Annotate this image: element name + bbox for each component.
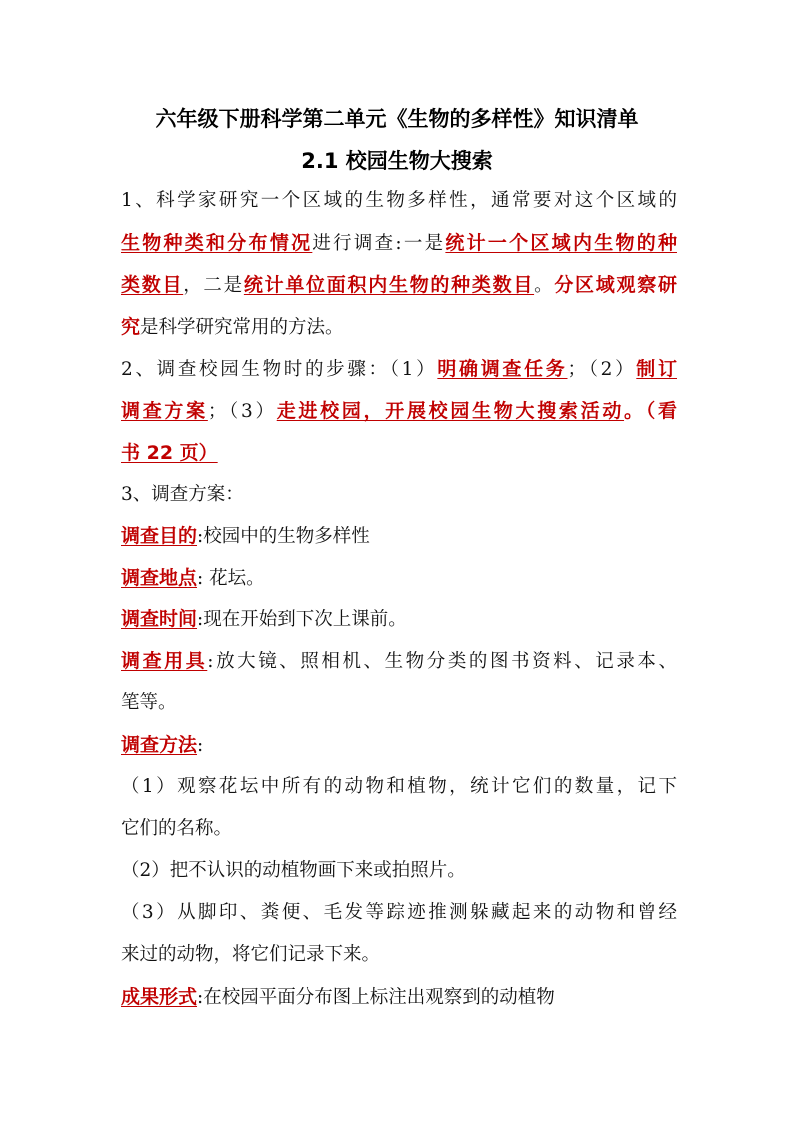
section-title: 2.1 校园生物大搜索 — [301, 149, 493, 173]
plan-result — [121, 984, 555, 1011]
p2-line-2 — [121, 398, 677, 425]
text-run: : 花坛。 — [197, 568, 265, 589]
plan-label: 调查方法 — [121, 734, 198, 756]
plan-place — [121, 565, 265, 592]
plan-tools — [121, 648, 677, 675]
plan-label: 成果形式 — [121, 986, 198, 1008]
text-run: 是科学研究常用的方法。 — [140, 317, 344, 338]
plan-label: 调查用具 — [121, 650, 208, 672]
key-phrase: 统计单位面积内生物的种类数目 — [243, 274, 535, 296]
document-title: 六年级下册科学第二单元《生物的多样性》知识清单 — [155, 107, 639, 131]
text-run: :在校园平面分布图上标注出观察到的动植物 — [197, 987, 555, 1008]
key-phrase: 究 — [121, 316, 141, 338]
method-3: （3）从脚印、粪便、毛发等踪迹推测躲藏起来的动物和曾经 — [121, 902, 677, 923]
key-phrase: 明确调查任务 — [437, 358, 568, 380]
key-phrase: 走进校园，开展校园生物大搜索活动 — [276, 400, 625, 422]
p3-heading: 3、调查方案： — [121, 484, 244, 505]
text-run: 2、调查校园生物时的步骤：（1） — [121, 359, 438, 380]
plan-tools-cont: 笔等。 — [121, 692, 177, 713]
key-phrase: 制订 — [636, 358, 677, 380]
text-run: ；（2） — [567, 359, 637, 380]
key-phrase: 生物种类和分布情况 — [121, 232, 313, 254]
plan-method — [121, 732, 203, 759]
method-1-cont: 它们的名称。 — [121, 818, 233, 839]
p1-line-2 — [121, 230, 677, 257]
key-phrase: 分区域观察研 — [554, 274, 677, 296]
key-phrase: 调查方案 — [121, 400, 208, 422]
plan-label: 调查时间 — [121, 608, 198, 630]
text-run: :校园中的生物多样性 — [197, 526, 370, 547]
key-phrase: 。（看 — [624, 400, 677, 422]
key-phrase: 统计一个区域内生物的种 — [445, 232, 677, 254]
plan-label: 调查地点 — [121, 567, 198, 589]
method-2: （2）把不认识的动植物画下来或拍照片。 — [121, 860, 466, 881]
text-run: 进行调查:一是 — [312, 233, 446, 254]
p1-line-1: 1、科学家研究一个区域的生物多样性，通常要对这个区域的 — [121, 190, 677, 211]
method-1: （1）观察花坛中所有的动物和植物，统计它们的数量，记下 — [121, 776, 677, 797]
key-phrase: 书 22 页） — [121, 442, 218, 464]
plan-time — [121, 606, 407, 633]
p2-line-3 — [121, 440, 218, 467]
p1-line-4 — [121, 314, 344, 341]
text-run: ，二是 — [183, 275, 244, 296]
text-run: :现在开始到下次上课前。 — [197, 609, 407, 630]
p1-line-3 — [121, 272, 677, 299]
method-3-cont: 来过的动物，将它们记录下来。 — [121, 944, 381, 965]
plan-purpose — [121, 523, 370, 550]
text-run: : — [197, 735, 204, 756]
text-run: 。 — [534, 275, 555, 296]
p2-line-1 — [121, 356, 677, 383]
text-run: ；（3） — [207, 401, 277, 422]
text-run: :放大镜、照相机、生物分类的图书资料、记录本、 — [207, 651, 677, 672]
plan-label: 调查目的 — [121, 525, 198, 547]
key-phrase: 类数目 — [121, 274, 184, 296]
